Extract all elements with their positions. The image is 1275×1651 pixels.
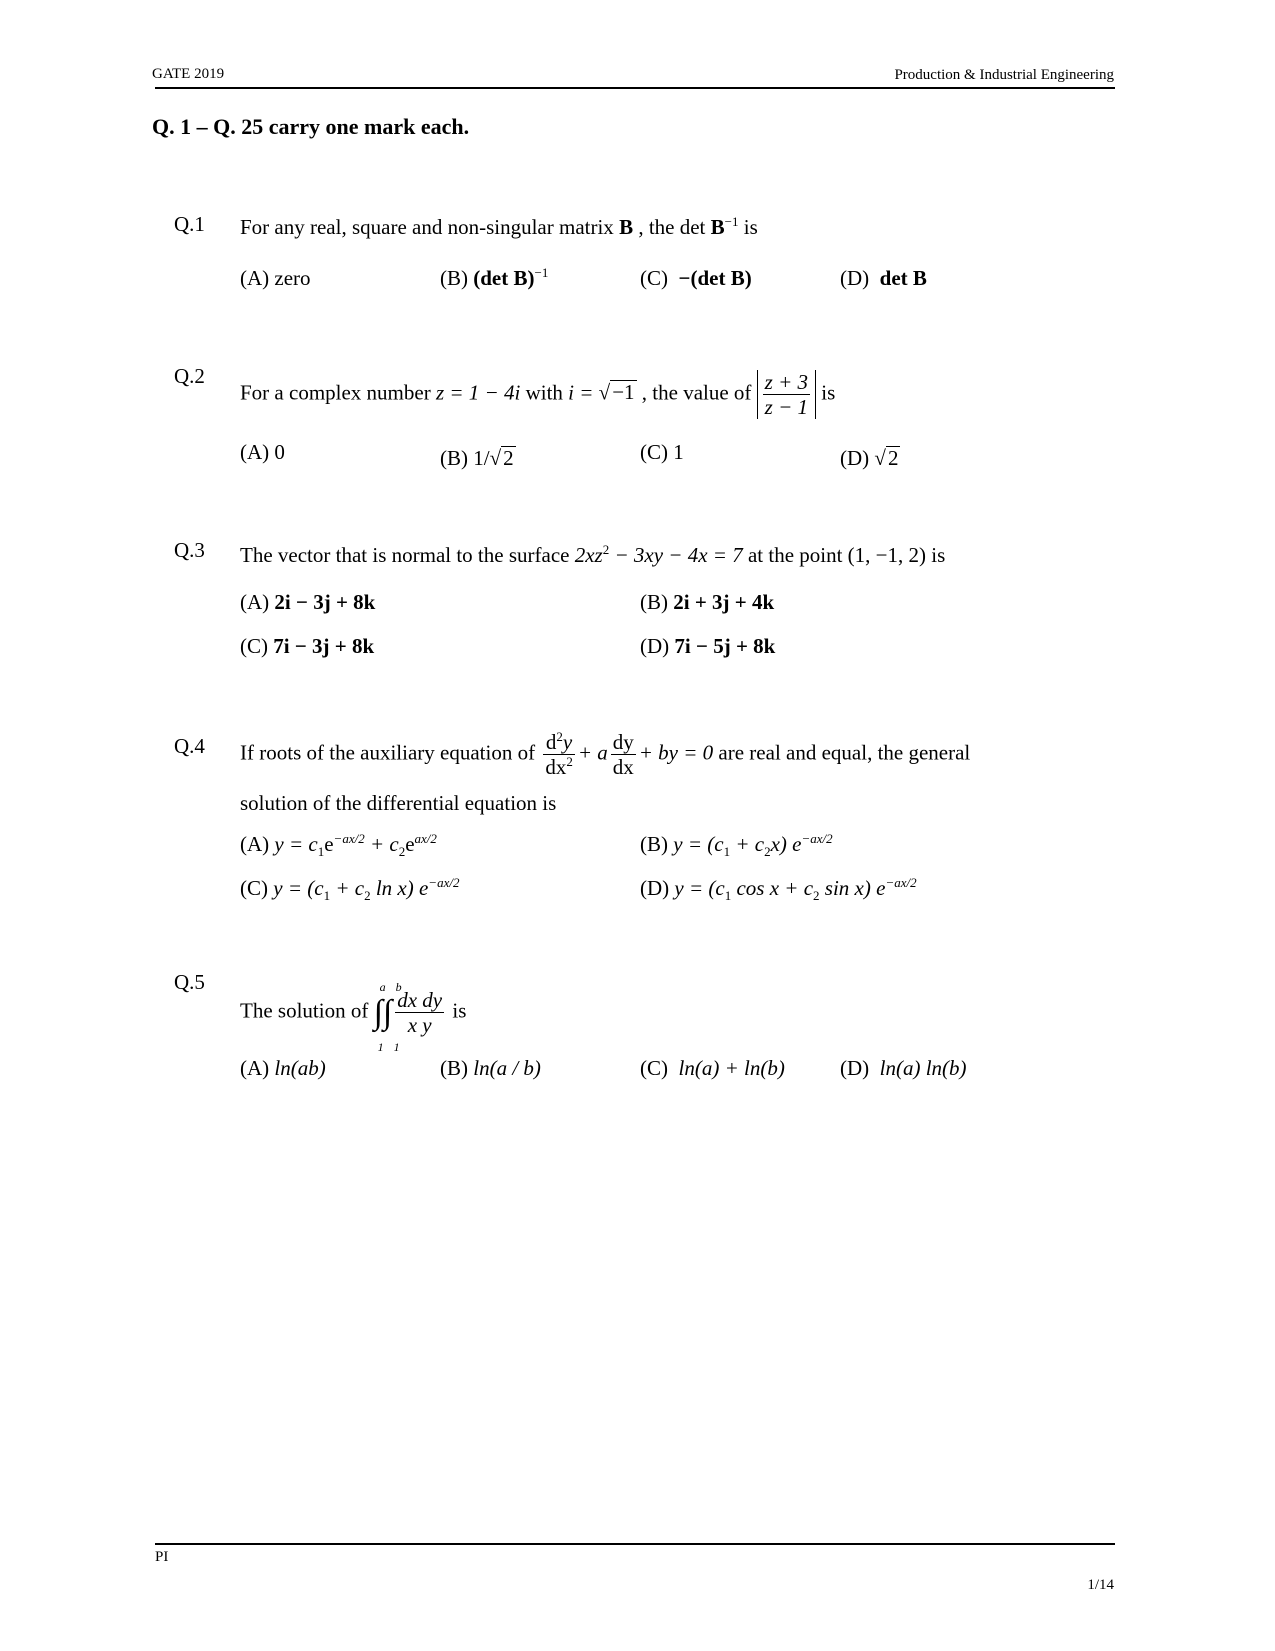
question-number: Q.2 <box>174 364 205 388</box>
footer-rule <box>155 1543 1115 1545</box>
option-d: (D) $y = (c_1$ $\cos x + c_2$ sin x) $e^{-ax/2}$ <box>640 875 917 904</box>
option-d: (D) ln(a) ln(b) <box>840 1056 967 1080</box>
question-text: If roots of the auxiliary equation of $\frac{d^2y}{dx^2}$ + a $\frac{dy}{dx}$ + by = 0 are real and equal, the general <box>240 729 971 779</box>
question-text: The vector that is normal to the surface $2xz^2 - 3xy - 4x = 7$ at the point (1, −1, 2) is <box>240 542 946 567</box>
option-c: (C) $y = (c_1 + c_2$ ln x) $e^{-ax/2}$ <box>240 875 460 904</box>
question-number: Q.1 <box>174 212 205 236</box>
double-integral-icon: ∫∫ a b 1 1 <box>373 979 402 1054</box>
option-d: (D) 7i − 5j + 8k <box>640 634 776 658</box>
option-b: (B) ln(a / b) <box>440 1056 541 1080</box>
footer-subject-code: PI <box>155 1549 169 1565</box>
section-title: Q. 1 – Q. 25 carry one mark each. <box>152 114 470 139</box>
option-b: (B) $y = (c_1 + c_2x)$ $e^{-ax/2}$ <box>640 831 833 860</box>
question-text: The solution of ∫∫ a b 1 1 $\frac{\text{dx dy}}{\text{x y}}$ is <box>240 979 467 1054</box>
question-number: Q.4 <box>174 734 205 758</box>
header-paper-name: Production & Industrial Engineering <box>894 67 1114 83</box>
option-a: (A) 2i − 3j + 8k <box>240 590 376 614</box>
question-text: For any real, square and non-singular matrix B , the $\det B^{-1}$ is <box>240 214 758 239</box>
question-text-line2: solution of the differential equation is <box>240 791 557 815</box>
option-a: (A) 0 <box>240 440 285 464</box>
option-d: (D) √2 <box>840 446 899 470</box>
option-b: (B) 2i + 3j + 4k <box>640 590 775 614</box>
question-number: Q.3 <box>174 538 205 562</box>
option-b: (B) (det B)$^{-1}$ <box>440 265 549 290</box>
question-text: For a complex number z = 1 − 4i with i = √−1 , the value of $\frac{z + 3}{z - 1}$ is <box>240 370 836 419</box>
header-exam-title: GATE 2019 <box>152 66 225 82</box>
question-number: Q.5 <box>174 970 205 994</box>
option-c: (C) 7i − 3j + 8k <box>240 634 375 658</box>
option-a: (A) zero <box>240 266 311 290</box>
option-a: (A) $y = c_1e^{-ax/2} + c_2e^{ax/2}$ <box>240 831 437 860</box>
option-c: (C) −(det B) <box>640 266 752 290</box>
option-c: (C) 1 <box>640 440 684 464</box>
option-b: (B) 1/√2 <box>440 446 514 470</box>
header-rule <box>155 87 1115 89</box>
option-a: (A) ln(ab) <box>240 1056 326 1080</box>
option-d: (D) det B <box>840 266 927 290</box>
page-number: 1/14 <box>1087 1577 1114 1593</box>
option-c: (C) ln(a) + ln(b) <box>640 1056 785 1080</box>
